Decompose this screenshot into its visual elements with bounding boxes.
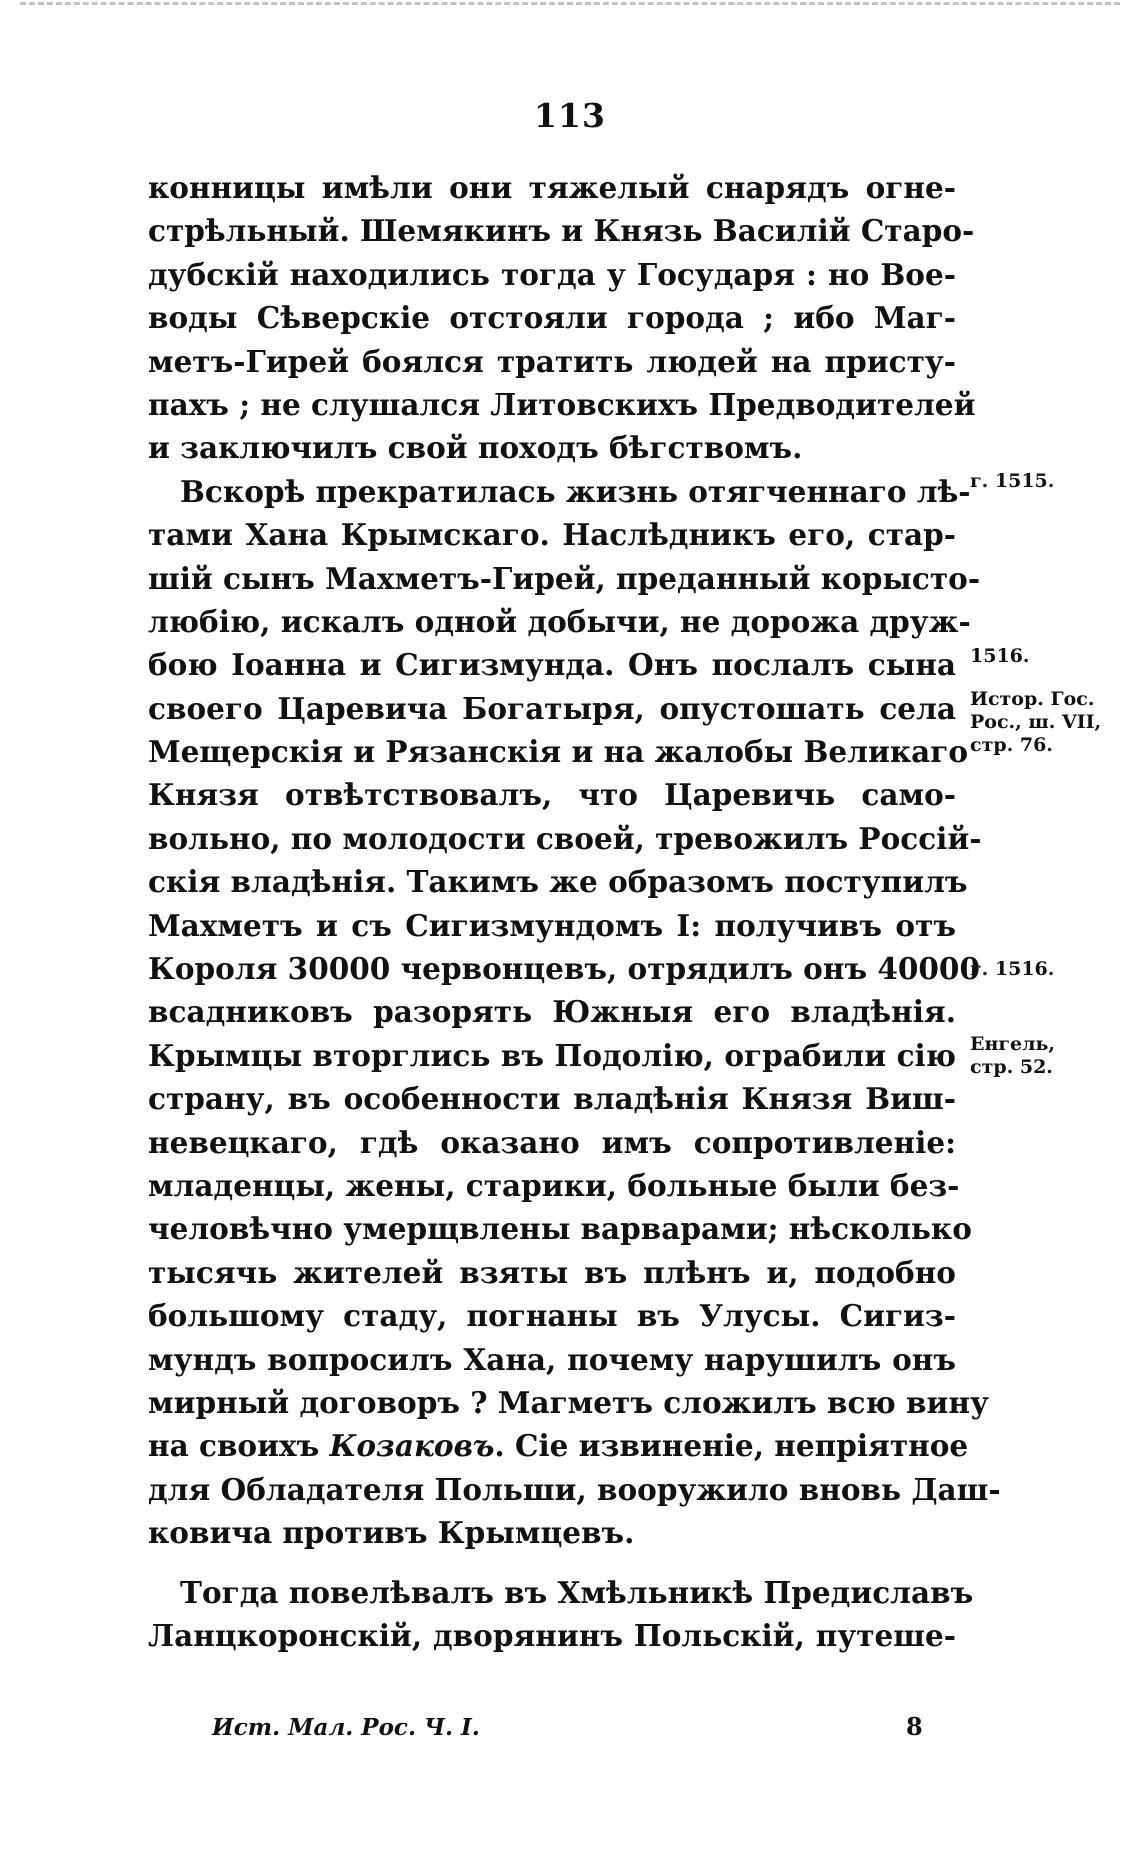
text-line-17: скія владѣнія. Такимъ же образомъ поступилъ (148, 864, 968, 900)
margin-note-year-1515: г. 1515. (970, 470, 1055, 492)
text-line-33: Тогда повелѣвалъ въ Хмѣльникѣ Предиславъ (180, 1574, 974, 1610)
footer-signature: Ист. Мал. Рос. Ч. I. (212, 1714, 480, 1741)
margin-note-year-1516: 1516. (970, 645, 1030, 667)
footer-sheet-mark: 8 (906, 1712, 923, 1741)
text-line-14: Мещерскія и Рязанскія и на жалобы Великаго (148, 734, 969, 770)
text-line-23: невецкаго, гдѣ оказано имъ сопротивленіе: (148, 1124, 956, 1160)
text-line-6: пахъ ; не слушался Литовскихъ Предводителей (148, 386, 976, 422)
text-line-8: Вскорѣ прекратилась жизнь отягченнаго лѣ- (180, 473, 971, 509)
margin-note-year-1516-b: г. 1516. (970, 958, 1055, 980)
text-line-24: младенцы, жены, старики, больные были без- (148, 1167, 960, 1203)
text-line-10: шій сынъ Махметъ-Гирей, преданный корысто- (148, 560, 981, 596)
text-line-32: ковича противъ Крымцевъ. (148, 1515, 635, 1551)
text-line-21: Крымцы вторглись въ Подолію, ограбили сію (148, 1037, 956, 1073)
text-line-16: вольно, по молодости своей, тревожилъ Россій- (148, 820, 982, 856)
text-line-25: человѣчно умерщвлены варварами; нѣсколько (148, 1211, 972, 1247)
text-line-3: дубскій находились тогда у Государя : но Вое- (148, 256, 956, 292)
text-line-30-end: . Сіе извиненіе, непріятное (494, 1428, 969, 1464)
text-line-13: своего Царевича Богатыря, опустошать села (148, 690, 956, 726)
margin-note-source-line-1: Истор. Гос. (970, 688, 1095, 710)
text-line-26: тысячь жителей взяты въ плѣнъ и, подобно (148, 1254, 956, 1290)
margin-note-engel-line-1: Енгель, (970, 1033, 1056, 1055)
text-line-12: бою Іоанна и Сигизмунда. Онъ послалъ сына (148, 647, 956, 683)
text-line-18: Махметъ и съ Сигизмундомъ I: получивъ отъ (148, 907, 956, 943)
text-line-27: большому стаду, погнаны въ Улусы. Сигиз- (148, 1298, 956, 1334)
text-line-30 (148, 1424, 969, 1467)
text-line-5: метъ-Гирей боялся тратить людей на присту- (148, 343, 956, 379)
text-line-2: стрѣльный. Шемякинъ и Князь Василій Старо- (148, 213, 975, 249)
text-line-34: Ланцкоронскій, дворянинъ Польскій, путеше- (148, 1617, 956, 1653)
text-line-31: для Обладателя Польши, вооружило вновь Даш- (148, 1471, 1001, 1507)
text-line-7: и заключилъ свой походъ бѣгствомъ. (148, 430, 803, 466)
text-line-29: мирный договоръ ? Магметъ сложилъ всю вину (148, 1384, 989, 1420)
text-line-28: мундъ вопросилъ Хана, почему нарушилъ онъ (148, 1341, 956, 1377)
italic-word: Козаковъ (329, 1428, 495, 1464)
text-line-1: конницы имѣли они тяжелый снарядъ огне- (148, 170, 956, 205)
text-line-9: тами Хана Крымскаго. Наслѣдникъ его, стар- (148, 517, 956, 553)
margin-note-engel-line-2: стр. 52. (970, 1056, 1053, 1078)
text-line-11: любію, искалъ одной добычи, не дорожа друж- (148, 603, 971, 639)
margin-note-source-line-2: Рос., ш. VII, (970, 711, 1102, 733)
text-line-30-start: на своихъ (148, 1428, 320, 1464)
page-number: 113 (534, 96, 606, 135)
text-line-4: воды Сѣверскіе отстояли города ; ибо Маг- (148, 300, 956, 336)
text-line-20: всадниковъ разорять Южныя его владѣнія. (148, 994, 956, 1030)
margin-note-source-line-3: стр. 76. (970, 734, 1053, 756)
text-line-22: страну, въ особенности владѣнія Князя Виш- (148, 1081, 956, 1117)
top-edge-rule (20, 2, 1120, 5)
text-line-15: Князя отвѣтствовалъ, что Царевичь само- (148, 777, 956, 813)
text-line-19: Короля 30000 червонцевъ, отрядилъ онъ 40000 (148, 951, 980, 987)
